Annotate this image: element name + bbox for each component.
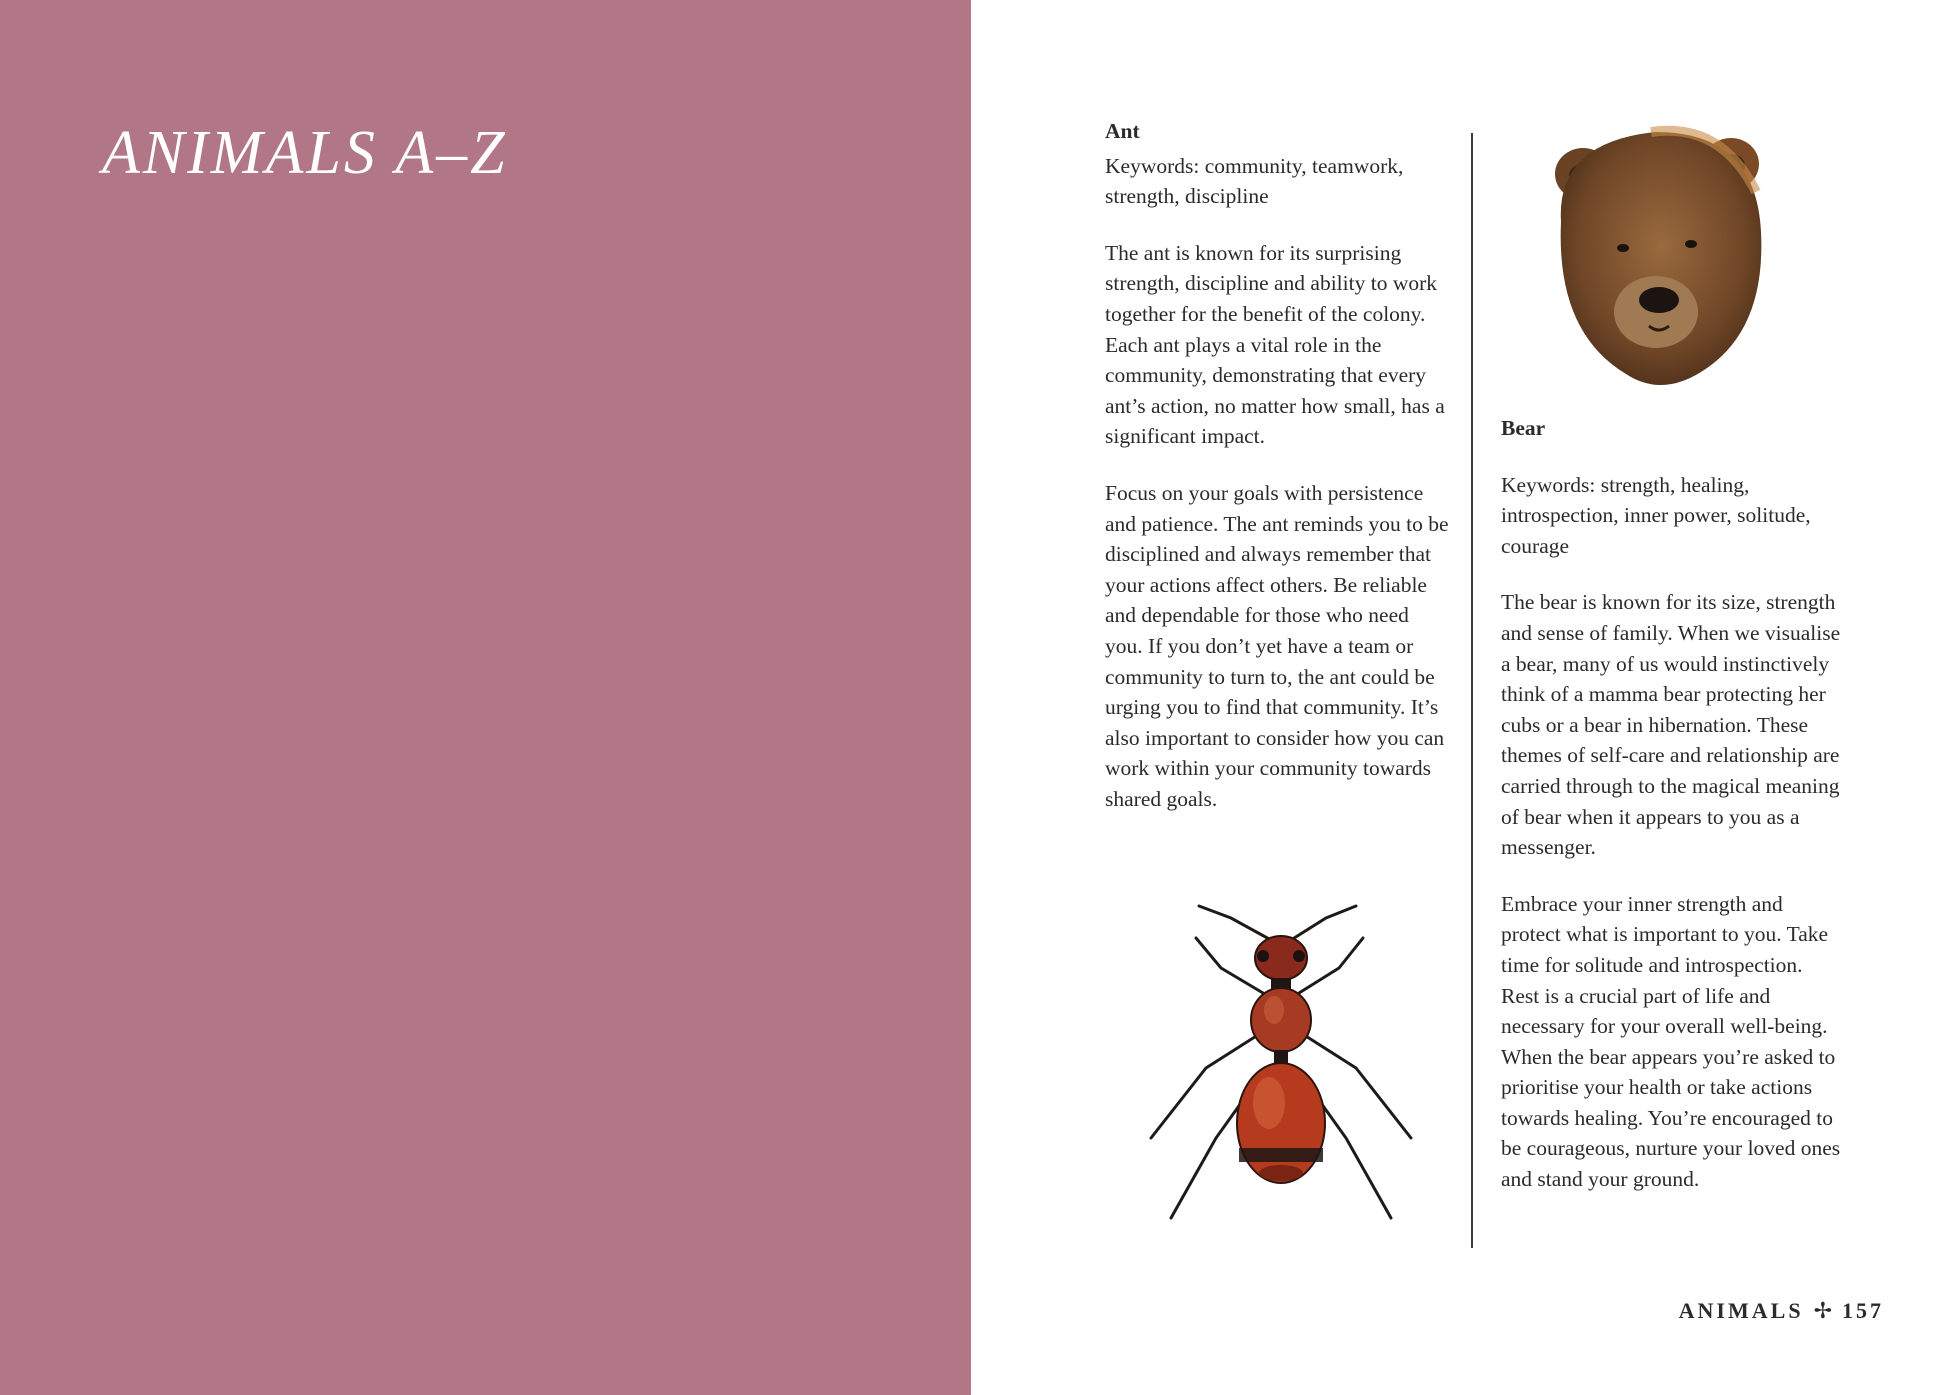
ant-illustration (1111, 898, 1451, 1238)
bear-paragraph-1: The bear is known for its size, strength and sense of family. When we visualise a bear, many of us would instinctively think of a mamma bear protecting her cubs or a bear in hibernation. These themes of self-care and relationship are carried through to the magical meaning of bear when it appears to you as a messenger. (1501, 590, 1841, 860)
page-footer (1679, 1298, 1884, 1324)
right-page (971, 0, 1942, 1395)
column-divider (1471, 133, 1473, 1248)
section-title: ANIMALS A–Z (102, 119, 508, 187)
bear-paragraph-2: Embrace your inner strength and protect what is important to you. Take time for solitude and introspection. Rest is a crucial part of life and necessary for your overall well-being. When the bear appears you’re asked to prioritise your health or take actions towards healing. You’re encouraged to be courageous, nurture your loved ones and stand your ground. (1501, 891, 1841, 1192)
footer-separator: ✢ (1813, 1298, 1832, 1323)
ant-keywords: Keywords: community, teamwork, strength, discipline (1105, 153, 1404, 209)
ant-entry (1105, 116, 1450, 840)
bear-heading: Bear (1501, 416, 1546, 440)
page-number: 157 (1842, 1298, 1884, 1323)
bear-keywords: Keywords: strength, healing, introspection, inner power, solitude, courage (1501, 472, 1811, 558)
bear-entry (1501, 413, 1846, 1221)
footer-section-label: ANIMALS (1678, 1298, 1804, 1323)
ant-heading: Ant (1105, 119, 1140, 143)
ant-paragraph-1: The ant is known for its surprising strength, discipline and ability to work together for the benefit of the colony. Each ant plays a vital role in the community, demonstrating that every ant’s action, no matter how small, has a significant impact. (1105, 240, 1445, 449)
ant-paragraph-2: Focus on your goals with persistence and patience. The ant reminds you to be disciplined and always remember that your actions affect others. Be reliable and dependable for those who need you. If you don’t yet have a team or community to turn to, the ant could be urging you to find that community. It’s also important to consider how you can work within your community towards shared goals. (1105, 480, 1449, 811)
bear-illustration (1531, 112, 1781, 402)
